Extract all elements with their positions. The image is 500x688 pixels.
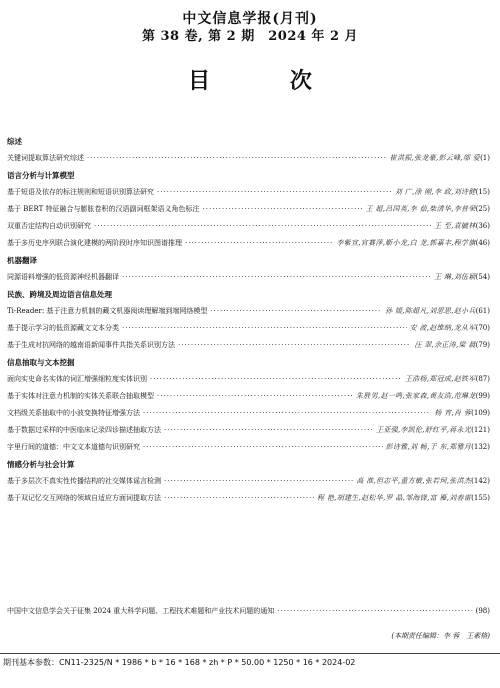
article-authors: 王 琳,刘伍颖: [434, 273, 476, 281]
toc-entry[interactable]: [7, 476, 490, 486]
article-authors: 王浩杨,郑冠成,赵铁军: [404, 375, 476, 383]
article-authors: 彭诗雅,刘 畅,于 东,郑雅月: [385, 443, 472, 451]
leader-dots: [210, 306, 382, 316]
toc-section: [7, 170, 490, 248]
article-page: (132): [471, 443, 490, 451]
leader-dots: [143, 408, 431, 418]
toc-entry[interactable]: [7, 408, 490, 418]
section-heading: 机器翻译: [7, 256, 37, 265]
leader-dots: [203, 204, 363, 214]
article-title: 字里行间的道德：中文文本道德句识别研究: [7, 443, 140, 451]
article-title: 基于多历史序列联合演化建模的两阶段时序知识图谱推理: [7, 239, 182, 247]
article-authors: 杨 宵,肖 蓉: [434, 409, 472, 417]
article-page: (109): [471, 409, 490, 417]
toc-entry[interactable]: [7, 238, 490, 248]
toc-entry[interactable]: [7, 442, 490, 452]
masthead: [0, 0, 500, 94]
toc-entry[interactable]: [7, 391, 490, 401]
footer-divider: [0, 653, 500, 654]
toc-entry[interactable]: [7, 272, 490, 282]
article-authors: 安 波,赵维纳,龙从军: [409, 324, 476, 332]
article-title: 双重否定结构自动识别研究: [7, 222, 91, 230]
article-page: (121): [471, 426, 490, 434]
leader-dots: [157, 391, 353, 401]
article-title: 基于 BERT 特征融合与膨胀卷积的汉语副词框架语义角色标注: [7, 205, 200, 213]
leader-dots: [87, 153, 387, 163]
article-title: 基于双记忆交互网络的领域自适应方面词提取方法: [7, 494, 161, 502]
article-authors: 高 准,但志平,董方敏,张若珂,张洪杰: [356, 477, 472, 485]
issue-line: 第 38 卷, 第 2 期 2024 年 2 月: [141, 29, 359, 44]
journal-title: 中文信息学报(月刊): [182, 11, 318, 27]
toc-heading: 目 次: [188, 68, 348, 94]
article-title: 基于数据过采样的中医临床记录四诊描述抽取方法: [7, 426, 161, 434]
leader-dots: [143, 442, 383, 452]
article-title: 基于实体对注意力机制的实体关系联合抽取模型: [7, 392, 154, 400]
toc-entry[interactable]: [7, 187, 490, 197]
article-title: 基于短语及依存的标注规则和短语识别算法研究: [7, 188, 154, 196]
article-authors: 孙 媛,陈超凡,刘思思,赵小兵: [385, 307, 476, 315]
article-title: 文档级关系抽取中的小波变换特征增强方法: [7, 409, 140, 417]
article-page: (46): [475, 239, 490, 247]
toc-section: [7, 289, 490, 350]
article-title: 基于多层次不真实性传播结构的社交媒体谣言检测: [7, 477, 161, 485]
toc-entry[interactable]: [7, 425, 490, 435]
article-authors: 王 至,袁毓林: [434, 222, 476, 230]
article-authors: 程 艳,胡建生,赵松华,罗 晶,邹海锋,富 雁,刘春雷: [317, 494, 472, 502]
journal-parameters: 期刊基本参数：CN11-2325/N * 1986 * b * 16 * 168 * zh * P * 50.00 * 1250 * 16 * 2024-02: [3, 658, 356, 667]
section-heading: 信息抽取与文本挖掘: [7, 358, 75, 367]
toc-entry[interactable]: [7, 221, 490, 231]
article-page: (36): [475, 222, 490, 230]
article-page: (15): [475, 188, 490, 196]
toc-section: [7, 357, 490, 452]
article-page: (54): [475, 273, 490, 281]
article-page: (87): [475, 375, 490, 383]
toc-sections: [7, 136, 490, 510]
leader-dots: [122, 323, 407, 333]
toc-section: [7, 136, 490, 163]
toc-entry[interactable]: [7, 323, 490, 333]
article-page: (142): [471, 477, 490, 485]
leader-dots: [164, 425, 373, 435]
responsible-editor: (本期责任编辑：李 蓉 王素格): [391, 632, 490, 640]
article-authors: 李紫宣,官赛萍,靳小龙,白 龙,郭嘉丰,程学旗: [336, 239, 476, 247]
article-authors: 崔洪振,张龙豪,彭云峰,邬 爱: [389, 154, 481, 162]
article-title: 面向实史命名实体的词汇增强细粒度实体识别: [7, 375, 147, 383]
leader-dots: [150, 374, 402, 384]
section-heading: 综述: [7, 137, 22, 146]
article-page: (1): [480, 154, 490, 162]
toc-entry[interactable]: [7, 340, 490, 350]
article-title: 关键词提取算法研究综述: [7, 154, 84, 162]
toc-entry[interactable]: [7, 493, 490, 503]
leader-dots: [94, 221, 431, 231]
toc-entry[interactable]: [7, 153, 490, 163]
article-page: (99): [475, 392, 490, 400]
article-authors: 朱胜男,赵一鸣,张家森,黄友浩,范琳龙: [356, 392, 476, 400]
section-heading: 情感分析与社会计算: [7, 460, 75, 469]
notice-title: 中国中文信息学会关于征集 2024 重大科学问题、工程技术难题和产业技术问题的通知: [7, 607, 275, 615]
section-heading: 语言分析与计算模型: [7, 171, 75, 180]
toc-entry[interactable]: [7, 306, 490, 316]
toc-entry[interactable]: [7, 374, 490, 384]
article-page: (79): [475, 341, 490, 349]
leader-dots: [164, 476, 353, 486]
article-authors: 汪 翠,余正涛,梁 晨: [414, 341, 476, 349]
leader-dots: [157, 187, 392, 197]
article-authors: 王亚强,李凯伦,舒红平,蒋永光: [375, 426, 472, 434]
leader-dots: [185, 238, 333, 248]
article-authors: 王 超,吕国英,李 茹,柴清华,李普荣: [365, 205, 476, 213]
article-title: 基于生成对抗网络的越南语新闻事件共指关系识别方法: [7, 341, 175, 349]
leader-dots: [277, 606, 472, 616]
leader-dots: [178, 340, 411, 350]
article-title: Ti-Reader: 基于注意力机制的藏文机器阅读理解端到端网络模型: [7, 307, 208, 315]
leader-dots: [164, 493, 314, 503]
notice-row: [7, 606, 490, 616]
notice-entry: [7, 606, 490, 623]
article-page: (155): [471, 494, 490, 502]
toc-section: [7, 459, 490, 503]
article-title: 同源语料增强的低资源神经机器翻译: [7, 273, 119, 281]
article-title: 基于提示学习的低资源藏文文本分类: [7, 324, 119, 332]
article-page: (61): [475, 307, 490, 315]
article-page: (25): [475, 205, 490, 213]
notice-page: (98): [475, 607, 490, 615]
toc-section: [7, 255, 490, 282]
section-heading: 民族、跨境及周边语言信息处理: [7, 290, 112, 299]
article-authors: 刘 广,涂 刚,李 政,刘诗健: [394, 188, 476, 196]
article-page: (70): [475, 324, 490, 332]
leader-dots: [122, 272, 431, 282]
toc-entry[interactable]: [7, 204, 490, 214]
